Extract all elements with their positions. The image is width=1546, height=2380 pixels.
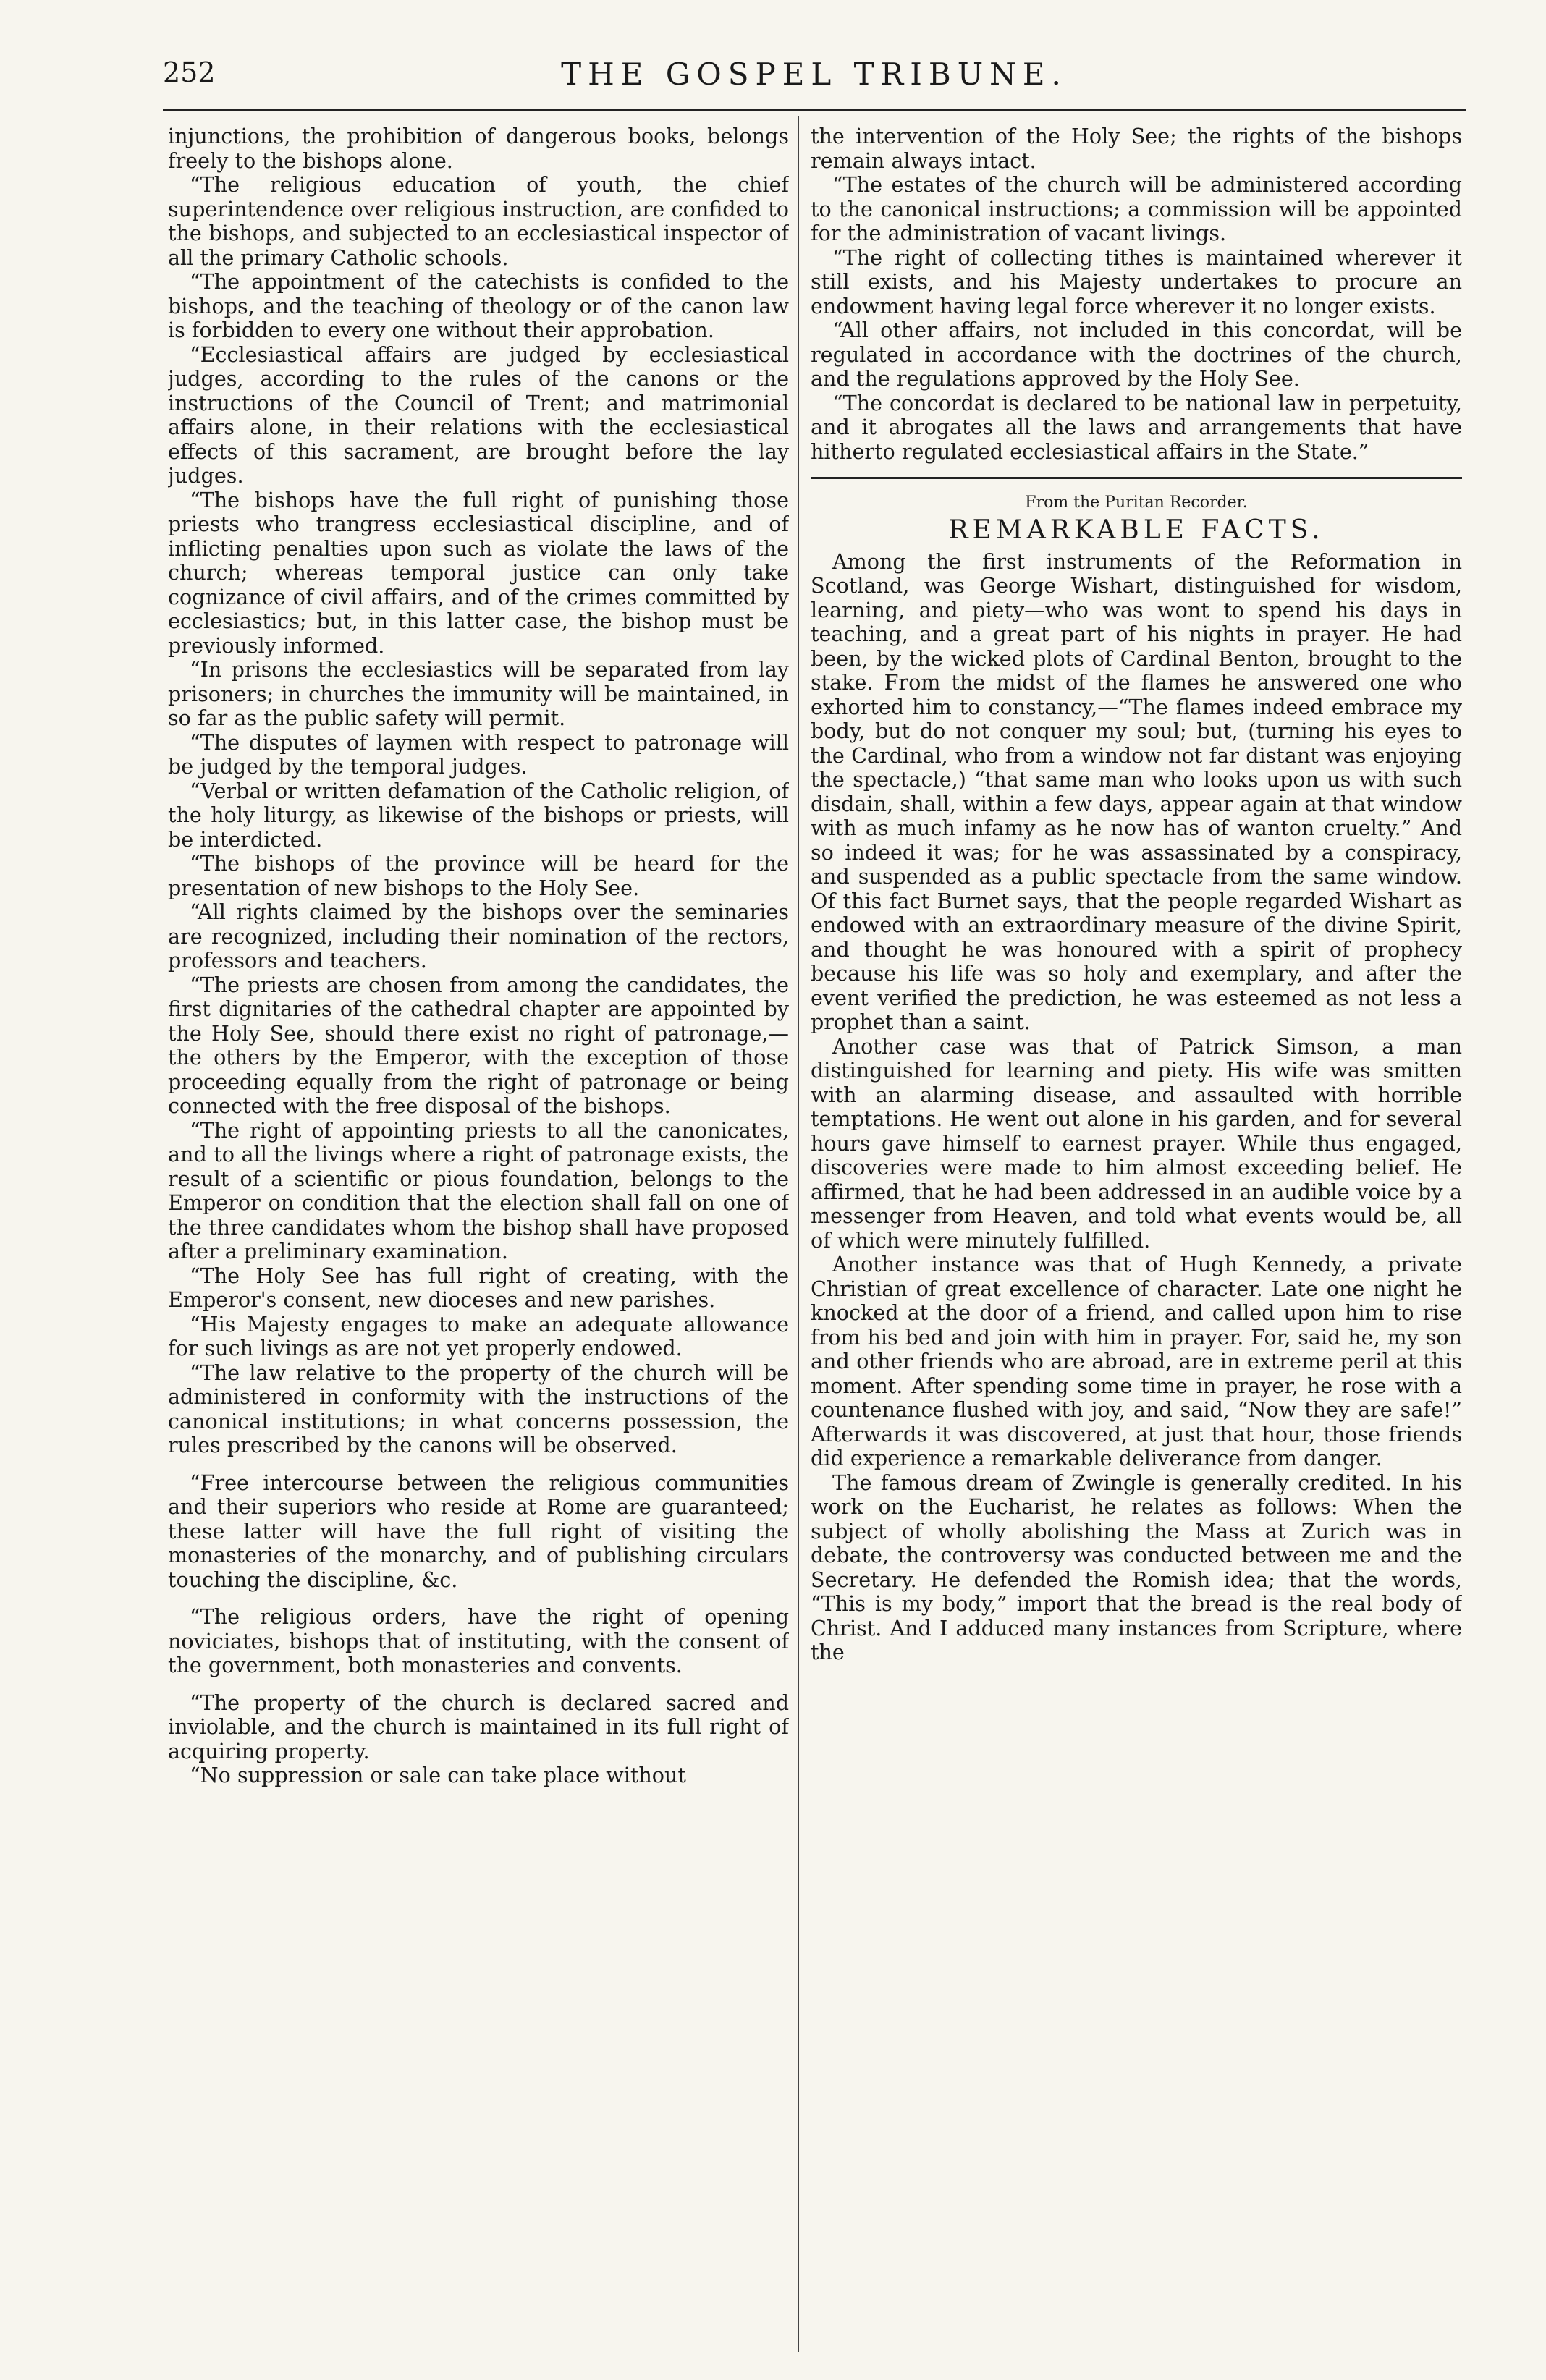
article-body (811, 550, 1462, 1665)
article-paragraph: Another instance was that of Hugh Kennedy, a private Christian of great excellence of character. Late one night he knocked at the door of a friend, and called upon him to rise from his bed and join with him in prayer. For, said he, my son and other friends who are abroad, are in extreme peril at this moment. After spending some time in prayer, he rose with a countenance flushed with joy, and said, “Now they are safe!” Afterwards it was discovered, at just that hour, those friends did experience a remarkable deliverance from danger. (811, 1252, 1462, 1470)
page-header (163, 51, 1466, 101)
paragraph: “In prisons the ecclesiastics will be separated from lay prisoners; in churches the immunity will be maintained, in so far as the public safety will permit. (168, 657, 789, 730)
paragraph: “All rights claimed by the bishops over the seminaries are recognized, including their nomination of the rectors, professors and teachers. (168, 899, 789, 973)
paragraph: “The concordat is declared to be national law in perpetuity, and it abrogates all the laws and arrangements that have hitherto regulated ecclesiastical affairs in the State.” (811, 390, 1462, 464)
paragraph: “The bishops of the province will be heard for the presentation of new bishops to the Holy See. (168, 851, 789, 900)
paragraph: “The religious education of youth, the chief superintendence over religious instruction, are confided to the bishops, and subjected to an ecclesiastical inspector of all the primary Catholic schools. (168, 172, 789, 270)
paragraph: “Ecclesiastical affairs are judged by ecclesiastical judges, according to the rules of the canons or the instructions of the Council of Trent; and matrimonial affairs alone, in their relations with the ecclesiastical effects of this sacrament, are brought before the lay judges. (168, 342, 789, 488)
paragraph: “The bishops have the full right of punishing those priests who trangress ecclesiastical discipline, and of inflicting penalties upon such as violate the laws of the church; whereas temporal justice can only take cognizance of civil affairs, and of the crimes committed by ecclesiastics; but, in this latter case, the bishop must be previously informed. (168, 487, 789, 658)
paragraph: “All other affairs, not included in this concordat, will be regulated in accordance with the doctrines of the church, and the regulations approved by the Holy See. (811, 318, 1462, 391)
paragraph: “The disputes of laymen with respect to patronage will be judged by the temporal judges. (168, 729, 789, 779)
paragraph: “The right of collecting tithes is maintained wherever it still exists, and his Majesty undertakes to procure an endowment having legal force wherever it no longer exists. (811, 245, 1462, 318)
paragraph: injunctions, the prohibition of dangerous books, belongs freely to the bishops alone. (168, 124, 789, 173)
right-column (811, 124, 1462, 2353)
paragraph: “No suppression or sale can take place without (190, 1763, 686, 1787)
paragraph: “The property of the church is declared sacred and inviolable, and the church is maintained in its full right of acquiring property. (168, 1690, 789, 1763)
concordat-continuation (811, 124, 1462, 464)
paragraph: “Verbal or written defamation of the Catholic religion, of the holy liturgy, as likewise of the bishops or priests, will be interdicted. (168, 778, 789, 852)
column-divider (798, 116, 799, 2352)
page-number: 252 (163, 56, 216, 88)
paragraph: “The right of appointing priests to all the canonicates, and to all the livings where a right of patronage exists, the result of a scientific or pious foundation, belongs to the Emperor on condition that the election shall fall on one of the three candidates whom the bishop shall have proposed after a preliminary examination. (168, 1117, 789, 1263)
section-rule (811, 477, 1462, 479)
publication-title: THE GOSPEL TRIBUNE. (561, 56, 1068, 92)
paragraph: “The appointment of the catechists is confided to the bishops, and the teaching of theology or of the canon law is forbidden to every one without their approbation. (168, 269, 789, 342)
paragraph: “The Holy See has full right of creating, with the Emperor's consent, new dioceses and new parishes. (168, 1263, 789, 1312)
article-paragraph: The famous dream of Zwingle is generally credited. In his work on the Eucharist, he relates as follows: When the subject of wholly abolishing the Mass at Zurich was in debate, the controversy was conducted between me and the Secretary. He defended the Romish idea; that the words, “This is my body,” import that the bread is the real body of Christ. And I adduced many instances from Scripture, where the (811, 1470, 1462, 1664)
article-paragraph: Among the first instruments of the Reformation in Scotland, was George Wishart, distinguished for wisdom, learning, and piety—who was wont to spend his days in teaching, and a great part of his nights in prayer. He had been, by the wicked plots of Cardinal Benton, brought to the stake. From the midst of the flames he answered one who exhorted him to constancy,—“The flames indeed embrace my body, but do not conquer my soul; but, (turning his eyes to the Cardinal, who from a window not far distant was enjoying the spectacle,) “that same man who looks upon us with such disdain, shall, within a few days, appear again at that window with as much infamy as he now has of wanton cruelty.” And so indeed it was; for he was assassinated by a conspiracy, and suspended as a public spectacle from the same window. Of this fact Burnet says, that the people regarded Wishart as endowed with an extraordinary measure of the divine Spirit, and thought he was honoured with a spirit of prophecy because his life was so holy and exemplary, and after the event verified the prediction, he was esteemed as not less a prophet than a saint. (811, 549, 1462, 1034)
article-source: From the Puritan Recorder. (1025, 494, 1248, 512)
paragraph: “The estates of the church will be administered according to the canonical instructions; a commission will be appointed for the administration of vacant livings. (811, 172, 1462, 245)
paragraph: “The religious orders, have the right of opening noviciates, bishops that of instituting, with the consent of the government, both monasteries and convents. (168, 1604, 789, 1677)
paragraph: “His Majesty engages to make an adequate allowance for such livings as are not yet properly endowed. (168, 1311, 789, 1360)
left-column (168, 124, 789, 2353)
article-paragraph: Another case was that of Patrick Simson, a man distinguished for learning and piety. His wife was smitten with an alarming disease, and assaulted with horrible temptations. He went out alone in his garden, and for several hours gave himself to earnest prayer. While thus engaged, discoveries were made to him almost exceeding belief. He affirmed, that he had been addressed in an audible voice by a messenger from Heaven, and told what events would be, all of which were minutely fulfilled. (811, 1033, 1462, 1253)
paragraph: “The law relative to the property of the church will be administered in conformity with the instructions of the canonical institutions; in what concerns possession, the rules prescribed by the canons will be observed. (168, 1360, 789, 1457)
article-title: REMARKABLE FACTS. (948, 515, 1325, 545)
paragraph: the intervention of the Holy See; the rights of the bishops remain always intact. (811, 124, 1462, 173)
paragraph: “Free intercourse between the religious communities and their superiors who reside at Rome are guaranteed; these latter will have the full right of visiting the monasteries of the monarchy, and of publishing circulars touching the discipline, &c. (168, 1470, 789, 1592)
paragraph: “The priests are chosen from among the candidates, the first dignitaries of the cathedral chapter are appointed by the Holy See, should there exist no right of patronage,—the others by the Emperor, with the exception of those proceeding equally from the right of patronage or being connected with the free disposal of the bishops. (168, 972, 789, 1118)
header-rule (163, 109, 1466, 111)
